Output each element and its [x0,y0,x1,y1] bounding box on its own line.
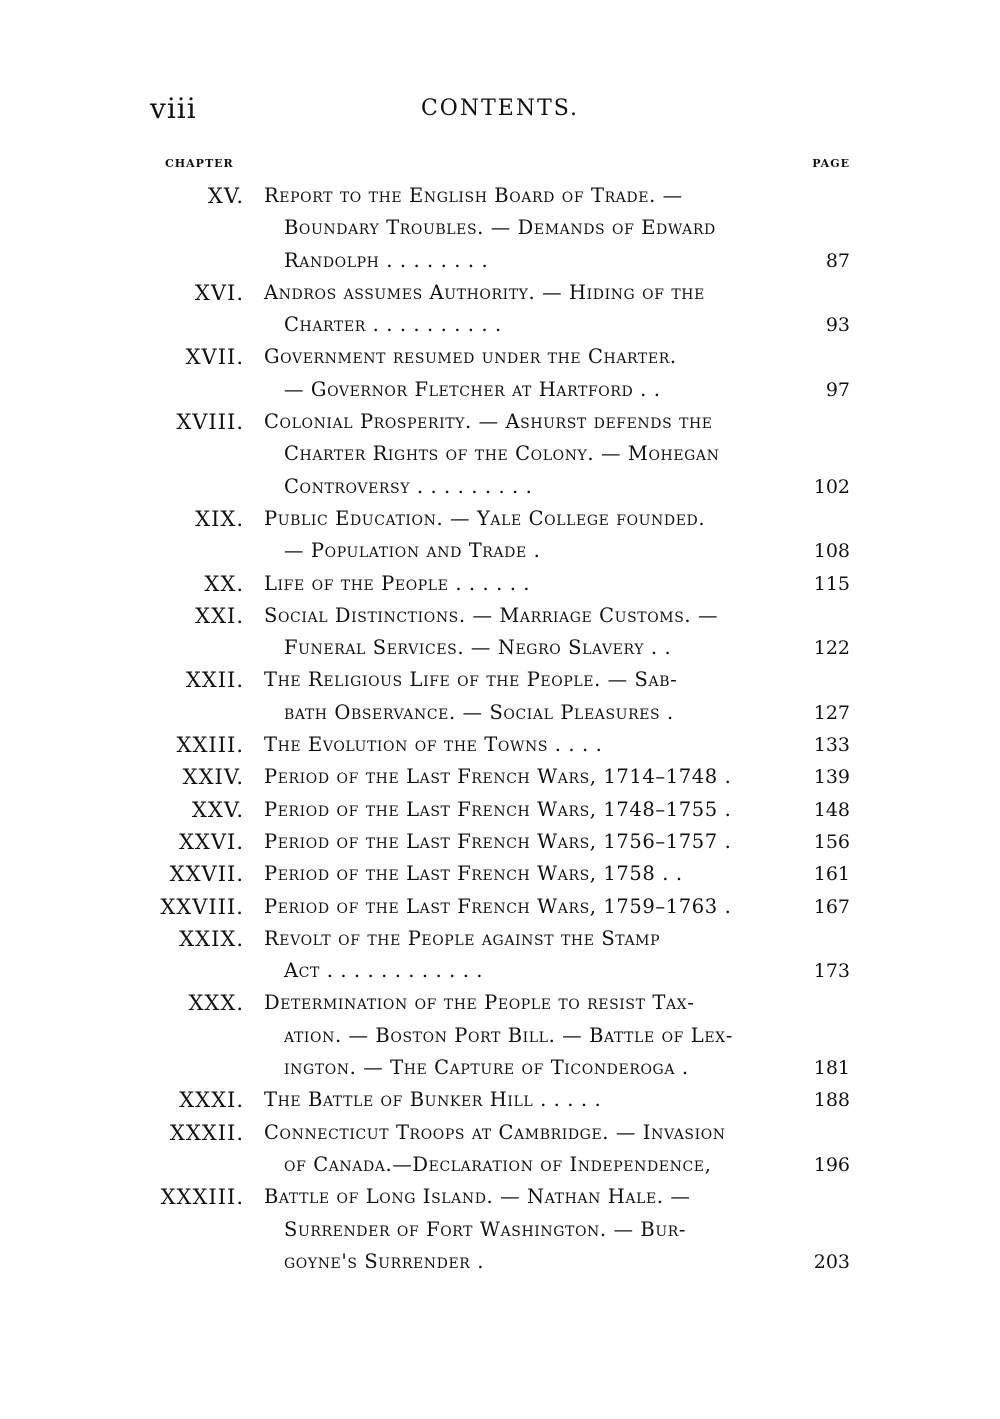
toc-entry [0,1084,1000,1116]
chapter-title-text: goyne's Surrender . [284,1249,485,1273]
toc-entry [0,826,1000,858]
toc-line [0,1052,1000,1084]
page-reference: 167 [813,895,850,918]
chapter-number: XXII. [185,668,244,693]
chapter-number: XXX. [188,991,244,1016]
chapter-title-text: Period of the Last French Wars, 1756–1757 . [264,829,732,853]
chapter-number: XVIII. [176,410,244,435]
toc-entry [0,503,1000,568]
page-reference: 196 [813,1153,850,1176]
chapter-number: XXVI. [178,829,244,854]
chapter-title-text: Social Distinctions. — Marriage Customs. — [264,603,719,627]
toc-line [0,697,1000,729]
chapter-title-text: Charter Rights of the Colony. — Mohegan [284,442,720,466]
chapter-number: XXXI. [179,1088,244,1113]
toc-entry [0,664,1000,729]
running-title: CONTENTS. [420,96,580,121]
page-column-heading: PAGE [812,157,850,170]
toc-entry [0,923,1000,988]
chapter-title-text: Report to the English Board of Trade. — [264,184,683,207]
chapter-title-text: Controversy . . . . . . . . . [284,474,533,498]
chapter-number: XXVIII. [160,894,244,919]
toc-line [0,374,1000,406]
chapter-title-text: Determination of the People to resist Tax- [264,991,695,1015]
chapter-number: XIX. [195,506,244,531]
toc-entry [0,794,1000,826]
toc-entry [0,600,1000,665]
toc-entry [0,858,1000,890]
chapter-title-text: Battle of Long Island. — Nathan Hale. — [264,1185,691,1209]
toc-entry [0,729,1000,761]
chapter-title-text: of Canada.—Declaration of Independence, [284,1152,712,1176]
page-reference: 139 [813,766,850,789]
chapter-number: XX. [204,571,244,596]
page-reference: 93 [825,314,850,337]
chapter-title-text: Act . . . . . . . . . . . . [284,959,484,983]
chapter-title-text: The Religious Life of the People. — Sab- [264,668,678,692]
chapter-title-text: ington. — The Capture of Ticonderoga . [284,1056,689,1080]
toc-line [0,987,1000,1019]
toc-line [0,1214,1000,1246]
toc-line [0,277,1000,309]
toc-line [0,309,1000,341]
toc-entry [0,277,1000,342]
page-reference: 133 [813,734,850,757]
chapter-title-text: Public Education. — Yale College founded. [264,506,706,530]
page-reference: 122 [813,637,850,660]
chapter-title-text: — Population and Trade . [284,539,541,563]
page-reference: 127 [813,701,850,724]
chapter-title-text: Surrender of Fort Washington. — Bur- [284,1217,687,1241]
toc-entry [0,568,1000,600]
chapter-title-text: Revolt of the People against the Stamp [264,926,661,950]
toc-line [0,632,1000,664]
toc-entry [0,341,1000,406]
chapter-number: XV. [207,184,244,208]
toc-line [0,1181,1000,1213]
toc-line [0,891,1000,923]
chapter-number: XXIV. [182,765,244,790]
toc-line [0,600,1000,632]
page-header [0,92,1000,132]
toc-line [0,1020,1000,1052]
page-reference: 87 [825,249,850,272]
page-reference: 108 [813,540,850,563]
toc-line [0,471,1000,503]
chapter-title-text: Andros assumes Authority. — Hiding of the [264,280,705,304]
chapter-title-text: Charter . . . . . . . . . . [284,313,502,337]
page-reference: 173 [813,960,850,983]
toc-line [0,1246,1000,1278]
toc-line [0,794,1000,826]
page-reference: 188 [813,1089,850,1112]
toc-line [0,341,1000,373]
toc-line [0,664,1000,696]
toc-line [0,923,1000,955]
chapter-title-text: Period of the Last French Wars, 1748–1755 . [264,797,732,821]
chapter-number: XXIX. [179,926,244,951]
page-reference: 156 [813,830,850,853]
page-number: viii [150,92,197,125]
toc-line [0,212,1000,244]
toc-line [0,955,1000,987]
chapter-title-text: The Battle of Bunker Hill . . . . . [264,1088,602,1112]
toc-line [0,1149,1000,1181]
toc-entry [0,180,1000,277]
toc-line [0,826,1000,858]
table-of-contents [0,180,1000,1278]
chapter-title-text: bath Observance. — Social Pleasures . [284,700,674,724]
chapter-title-text: Boundary Troubles. — Demands of Edward [284,216,716,240]
chapter-title-text: Colonial Prosperity. — Ashurst defends the [264,410,713,434]
chapter-title-text: ation. — Boston Port Bill. — Battle of Lex- [284,1023,733,1047]
chapter-title-text: Randolph . . . . . . . . [284,248,489,272]
page-reference: 102 [813,475,850,498]
chapter-title-text: Connecticut Troops at Cambridge. — Invasion [264,1120,726,1144]
toc-line [0,729,1000,761]
chapter-number: XVI. [194,280,244,305]
chapter-number: XVII. [185,345,244,370]
page-reference: 115 [813,572,850,595]
page-reference: 97 [825,378,850,401]
chapter-number: XXXII. [169,1120,244,1145]
chapter-title-text: Funeral Services. — Negro Slavery . . [284,636,672,660]
chapter-title-text: Period of the Last French Wars, 1758 . . [264,862,683,886]
toc-line [0,406,1000,438]
toc-line [0,503,1000,535]
toc-line [0,1084,1000,1116]
column-headings [0,157,1000,177]
page-reference: 181 [813,1057,850,1080]
toc-line [0,245,1000,277]
toc-entry [0,987,1000,1084]
toc-line [0,180,1000,212]
chapter-number: XXV. [191,797,244,822]
toc-entry [0,1117,1000,1182]
chapter-number: XXVII. [169,862,244,887]
chapter-number: XXXIII. [160,1185,244,1210]
toc-entry [0,891,1000,923]
chapter-title-text: Life of the People . . . . . . [264,571,531,595]
chapter-column-heading: CHAPTER [165,157,234,170]
toc-line [0,858,1000,890]
page-reference: 203 [813,1250,850,1273]
toc-entry [0,1181,1000,1278]
chapter-title-text: The Evolution of the Towns . . . . [264,733,603,757]
toc-entry [0,761,1000,793]
chapter-title-text: Period of the Last French Wars, 1714–1748 . [264,765,732,789]
chapter-title-text: — Governor Fletcher at Hartford . . [284,377,661,401]
chapter-title-text: Government resumed under the Charter. [264,345,677,369]
chapter-title-text: Period of the Last French Wars, 1759–1763 . [264,894,732,918]
toc-line [0,438,1000,470]
toc-line [0,761,1000,793]
toc-entry [0,406,1000,503]
toc-line [0,1117,1000,1149]
page-reference: 148 [813,798,850,821]
toc-line [0,535,1000,567]
chapter-number: XXI. [195,603,244,628]
toc-line [0,568,1000,600]
chapter-number: XXIII. [176,733,244,758]
page-reference: 161 [813,863,850,886]
